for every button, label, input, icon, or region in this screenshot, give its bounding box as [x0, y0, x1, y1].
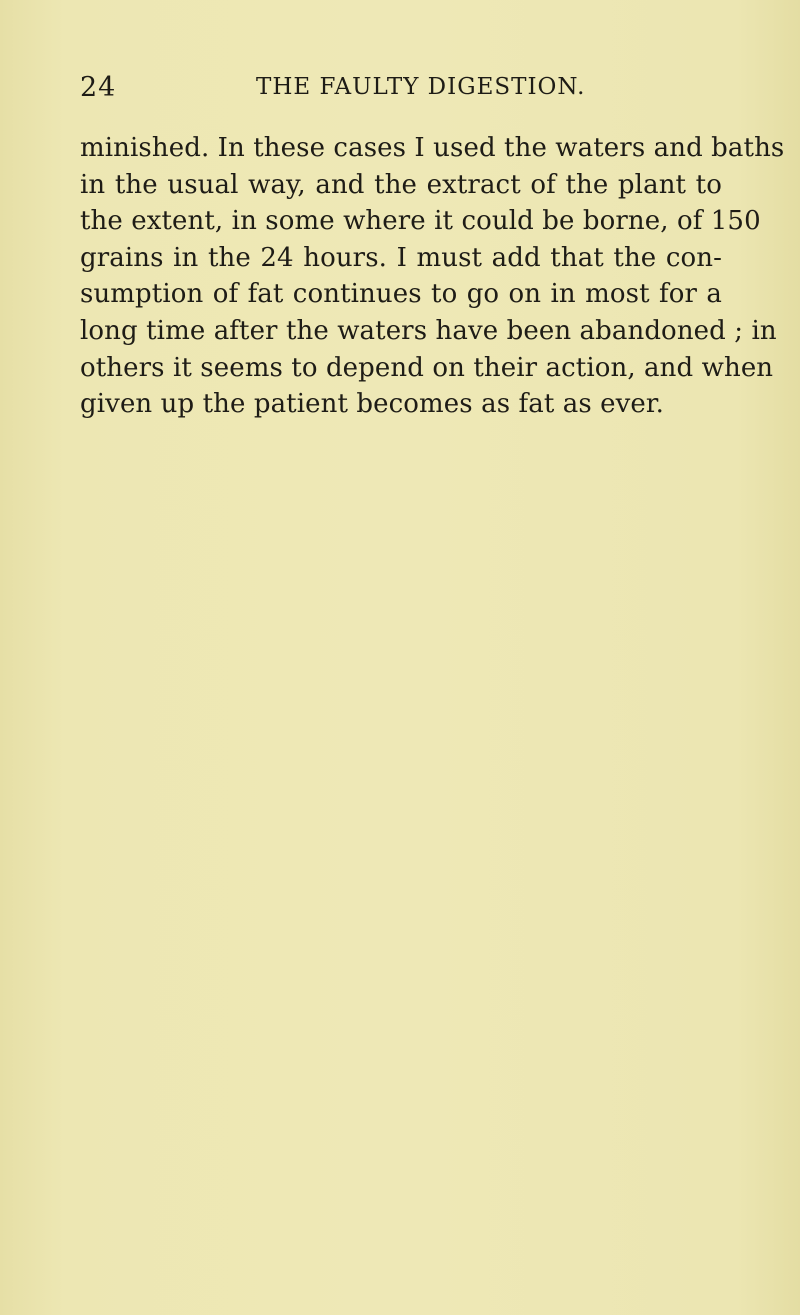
text-line: grains in the 24 hours. I must add that the con- — [80, 242, 722, 273]
text-line: sumption of fat continues to go on in most for a — [80, 279, 722, 310]
text-line: given up the patient becomes as fat as ever. — [80, 389, 664, 420]
text-line: others it seems to depend on their action, and when — [80, 352, 774, 383]
body-paragraph — [80, 130, 785, 423]
running-head — [80, 72, 720, 112]
text-line: long time after the waters have been abandoned ; in — [80, 315, 777, 346]
page-number: 24 — [80, 72, 117, 103]
text-line: in the usual way, and the extract of the plant to — [80, 169, 722, 200]
text-line: the extent, in some where it could be borne, of 150 — [80, 206, 761, 237]
running-head-title: THE FAULTY DIGESTION. — [256, 74, 586, 100]
text-line: minished. In these cases I used the waters and baths — [80, 133, 785, 163]
